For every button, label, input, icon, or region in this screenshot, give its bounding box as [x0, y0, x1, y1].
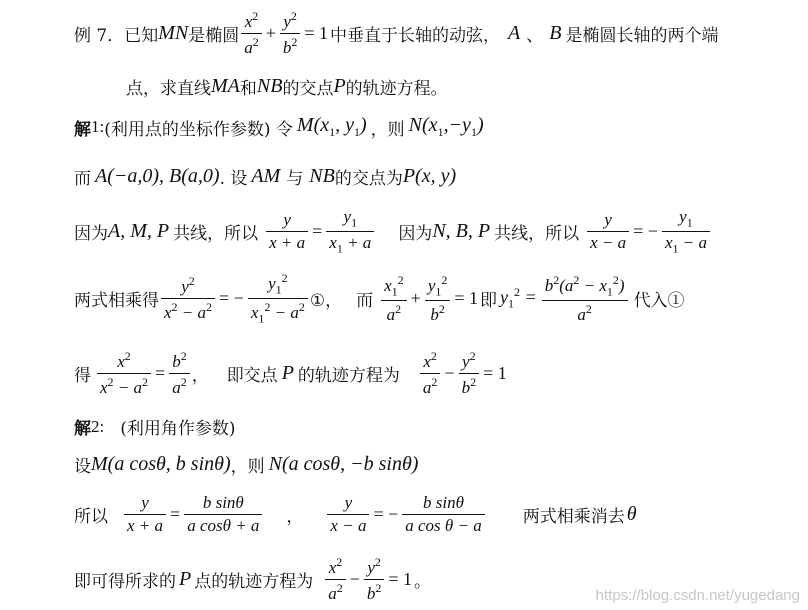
fraction-y2-b2: $\frac{y^2}{b^2}$ — [280, 10, 301, 57]
text-segment: ， — [191, 365, 209, 386]
text-segment: 设 — [74, 457, 91, 477]
text-segment: 即可得所求的 — [74, 571, 176, 592]
fraction-y1-x1pa: $\frac{y_1}{x_1 + a}$ — [326, 208, 374, 255]
text-segment: . 设 — [219, 169, 248, 189]
text-segment: 是椭圆 — [188, 25, 240, 46]
point-m-coords: $M(x_1$, $y_1$) — [296, 114, 367, 139]
fraction-y-xpa: $\frac{y}{x + a}$ — [124, 494, 166, 535]
solution-number: 2: — [91, 416, 105, 436]
theta-symbol: θ — [626, 502, 637, 525]
fraction-y2-x2ma2: $\frac{y^2}{x^2 - a^2}$ — [161, 275, 215, 322]
point-n-param: N(a cosθ, −b sinθ) — [268, 453, 419, 475]
fraction-y-xpa: $\frac{y}{x + a}$ — [266, 211, 308, 252]
text-segment: 的交点为 — [334, 169, 403, 189]
problem-statement-line-1: 例 7．已知 MN 是椭圆 $\frac{x^2}{a^2}$ + $\frac{y^2}{b^2}$ = 1 中垂直于长轴的动弦， A 、 B 是椭圆长轴的两个端 — [74, 9, 719, 57]
text-segment: 的轨迹方程为 — [297, 365, 400, 386]
point-n-coords: $N(x_1,-y_1)$ — [408, 114, 484, 139]
fraction-y2-b2: $\frac{y^2}{b^2}$ — [459, 350, 480, 397]
collinear-line: 因为 A, M, P 共线，所以 $\frac{y}{x + a}$ = $\frac{y_1}{x_1 + a}$ 因为 N, B, P 共线，所以 $\frac{y}{x - a}$ = − $\frac{y_1}{x_1 - a}$ — [74, 208, 712, 255]
solution-label: 解 — [74, 119, 91, 140]
watermark: https://blog.csdn.net/yugedang — [595, 587, 800, 604]
line-nb: NB — [309, 165, 335, 187]
solution-label: 解 — [74, 419, 91, 439]
point-m-param: M(a cosθ, b sinθ) — [91, 453, 231, 475]
fraction-bsin-acospa: $\frac{\text{b sinθ}}{\text{a cosθ + a}}$ — [184, 494, 262, 535]
points-amp: A, M, P — [108, 219, 170, 242]
text-segment: 两式相乘得 — [74, 290, 159, 311]
point-a: A — [508, 21, 521, 44]
text-segment: 的轨迹方程。 — [345, 79, 448, 99]
point-p: P — [179, 567, 192, 590]
text-segment: 而 — [356, 290, 374, 311]
multiply-line: 两式相乘得 $\frac{y^2}{x^2 - a^2}$ = − $\frac{y_1^2}{x_1^2 - a^2}$ ①， 而 $\frac{x_1^2}{a^2}$ + $\frac{y_1^2}{b^2}$ = 1 即 $y_1^2$ = $\frac{b^2(a^2 - x_1^2)}{a^2}$ 代入① — [74, 271, 685, 326]
points-a-b: A(−a,0), B(a,0) — [95, 165, 220, 187]
problem-statement-line-2 — [126, 74, 448, 99]
result-line-2: 即可得所求的 P 点的轨迹方程为 $\frac{x^2}{a^2}$ − $\frac{y^2}{b^2}$ = 1 。 — [74, 555, 432, 603]
text-segment: 的交点 — [282, 79, 334, 99]
text-segment: 两式相乘消去 — [522, 506, 625, 527]
text-segment: 共线，所以 — [173, 223, 259, 244]
point-p: P — [281, 361, 294, 384]
text-segment: 点，求直线 — [126, 79, 211, 99]
fraction-y12-solution: $\frac{b^2(a^2 - x_1^2)}{a^2}$ — [542, 274, 628, 324]
text-segment: 而 — [74, 169, 91, 189]
text-segment: 因为 — [398, 223, 433, 244]
fraction-y-xma: $\frac{y}{x - a}$ — [327, 494, 369, 535]
text-segment: ， — [286, 506, 304, 527]
fraction-y12-b2: $\frac{y_1^2}{b^2}$ — [425, 274, 451, 324]
ratio-line: 所以 $\frac{y}{x + a}$ = $\frac{\text{b sinθ}}{\text{a cosθ + a}}$ ， $\frac{y}{x - a}$ = − $\frac{\text{b sinθ}}{\text{a cos θ − a}}$ 两式相乘消去 θ — [74, 493, 637, 535]
fraction-b2-a2: $\frac{b^2}{a^2}$ — [169, 350, 190, 397]
text-segment: ，则 — [370, 119, 405, 140]
point-p: P — [333, 75, 346, 97]
text-segment: 共线，所以 — [494, 223, 580, 244]
fraction-y2-b2: $\frac{y^2}{b^2}$ — [364, 556, 385, 603]
solution-description: (利用点的坐标作参数) 令 — [104, 119, 293, 140]
text-segment: 因为 — [74, 223, 108, 244]
result-line-1: 得 $\frac{x^2}{x^2 - a^2}$ = $\frac{b^2}{a^2}$ ， 即交点 P 的轨迹方程为 $\frac{x^2}{a^2}$ − $\frac{y^2}{b^2}$ = 1 — [74, 349, 507, 397]
text-segment: 代入① — [633, 290, 685, 311]
equation-ref-1: ①， — [309, 290, 343, 311]
fraction-bsin-acosma: $\frac{\text{b sinθ}}{\text{a cos θ − a}}$ — [402, 494, 484, 535]
solution-1-header — [74, 114, 484, 140]
fraction-x2-a2: $\frac{x^2}{a^2}$ — [420, 350, 441, 397]
text-segment: 所以 — [74, 506, 108, 527]
line-ma: MA — [211, 75, 240, 97]
text-segment: 即交点 — [226, 365, 278, 386]
param-line — [74, 452, 418, 477]
solution-2-header — [74, 414, 236, 439]
line-nb: NB — [256, 75, 283, 97]
fraction-y12-x12ma2: $\frac{y_1^2}{x_1^2 - a^2}$ — [248, 272, 308, 325]
text-segment: 得 — [74, 365, 91, 386]
problem-label: 例 7．已知 — [74, 25, 159, 46]
fraction-x2-a2: $\frac{x^2}{a^2}$ — [241, 10, 262, 57]
line-am: AM — [251, 165, 281, 187]
separator: 、 — [526, 25, 544, 46]
text-segment: 是椭圆长轴的两个端 — [565, 25, 719, 46]
fraction-y-xma: $\frac{y}{x - a}$ — [587, 211, 629, 252]
point-p-xy: P(x, y) — [402, 165, 457, 187]
fraction-x2-x2ma2: $\frac{x^2}{x^2 - a^2}$ — [97, 350, 151, 397]
text-segment: 和 — [239, 79, 257, 99]
text-segment: 与 — [286, 169, 304, 189]
points-ab-line — [74, 164, 456, 189]
solution-number: 1: — [91, 117, 105, 136]
text-segment: 即 — [480, 290, 498, 311]
chord-mn: MN — [158, 21, 189, 44]
point-b: B — [549, 21, 562, 44]
solution-description: (利用角作参数) — [120, 419, 236, 439]
fraction-x12-a2: $\frac{x_1^2}{a^2}$ — [381, 274, 407, 324]
text-segment: 。 — [414, 571, 432, 592]
points-nbp: N, B, P — [432, 219, 491, 242]
fraction-y1-x1ma: $\frac{y_1}{x_1 - a}$ — [662, 208, 710, 255]
text-segment: 点的轨迹方程为 — [194, 571, 314, 592]
fraction-x2-a2: $\frac{x^2}{a^2}$ — [325, 556, 346, 603]
text-segment: 中垂直于长轴的动弦， — [330, 25, 501, 46]
text-segment: ，则 — [230, 457, 265, 477]
